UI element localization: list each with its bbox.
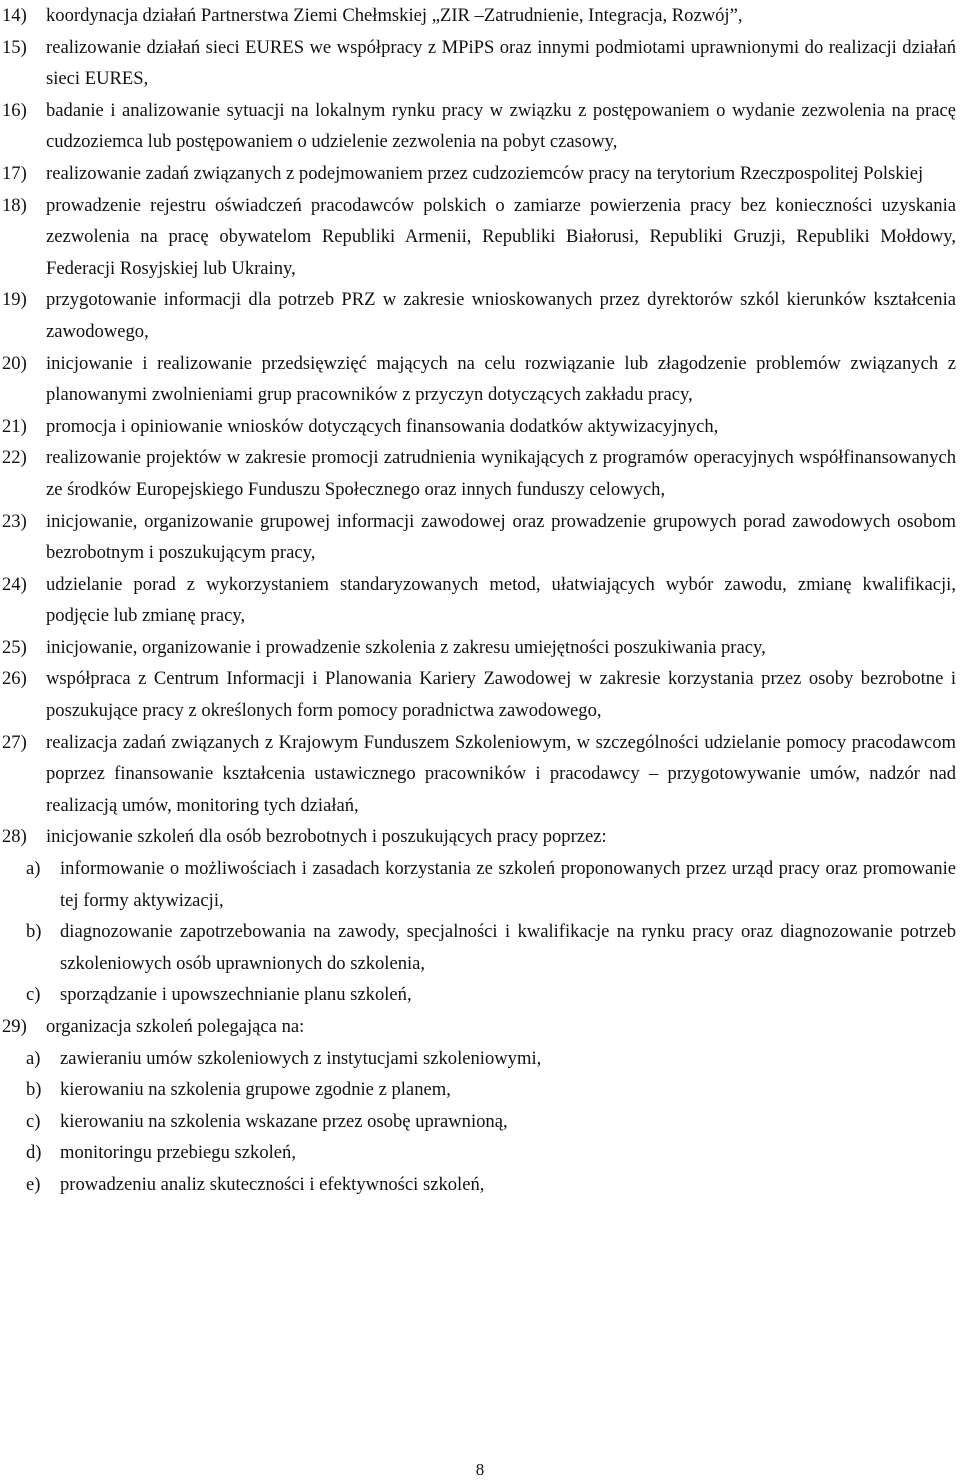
sub-item-letter: c) [26,1110,41,1132]
item-number: 27) [2,731,27,753]
item-text: prowadzenie rejestru oświadczeń pracodawców polskich o zamiarze powierzenia pracy bez konieczności uzyskania zezwolenia na pracę obywatelom Republiki Armenii, Republiki Białorusi, Republiki Gruzji, Republiki Mołdowy, Federacji Rosyjskiej lub Ukrainy, [46,194,956,279]
sub-item-letter: e) [26,1173,41,1195]
page-number: 8 [475,1460,485,1479]
sub-item-text: sporządzanie i upowszechnianie planu szkoleń, [60,984,412,1006]
sub-item-text: diagnozowanie zapotrzebowania na zawody, specjalności i kwalifikacje na rynku pracy oraz diagnozowanie potrzeb szkoleniowych osób uprawnionych do szkolenia, [60,921,956,974]
list-item [0,506,960,569]
sub-list-item [0,1074,960,1106]
item-number: 15) [2,36,27,58]
item-text: organizacja szkoleń polegająca na: [46,1016,305,1037]
list-item [0,0,960,32]
item-number: 14) [2,5,27,26]
item-text: udzielanie porad z wykorzystaniem standaryzowanych metod, ułatwiających wybór zawodu, zmianę kwalifikacji, podjęcie lub zmianę pracy, [46,573,956,627]
sub-item-letter: a) [26,1047,41,1069]
item-text: inicjowanie szkoleń dla osób bezrobotnych i poszukujących pracy poprzez: [46,826,607,848]
list-item [0,663,960,726]
list-item [0,411,960,443]
item-text: realizowanie zadań związanych z podejmowaniem przez cudzoziemców pracy na terytorium Rzeczpospolitej Polskiej [46,162,924,184]
sub-list-item [0,979,960,1011]
list-item [0,727,960,822]
item-number: 22) [2,447,27,469]
list-item [0,1011,960,1043]
list-item [0,190,960,285]
sub-list-item [0,1169,960,1201]
sub-list-item [0,916,960,979]
item-text: badanie i analizowanie sytuacji na lokalnym rynku pracy w związku z postępowaniem o wydanie zezwolenia na pracę cudzoziemca lub postępowaniem o udzielenie zezwolenia na pobyt czasowy, [46,99,956,153]
item-number: 24) [2,573,27,595]
item-text: inicjowanie, organizowanie i prowadzenie szkolenia z zakresu umiejętności poszukiwania pracy, [46,636,766,658]
item-text: inicjowanie, organizowanie grupowej informacji zawodowej oraz prowadzenie grupowych porad zawodowych osobom bezrobotnym i poszukującym pracy, [46,510,956,564]
list-item [0,158,960,190]
item-number: 28) [2,826,27,848]
item-text: realizowanie projektów w zakresie promocji zatrudnienia wynikających z programów operacyjnych współfinansowanych ze środków Europejskiego Funduszu Społecznego oraz innych funduszy celowych, [46,447,956,500]
sub-item-text: kierowaniu na szkolenia grupowe zgodnie z planem, [60,1079,451,1101]
list-item [0,348,960,411]
item-text: przygotowanie informacji dla potrzeb PRZ w zakresie wnioskowanych przez dyrektorów szkól kierunków kształcenia zawodowego, [46,289,956,342]
item-number: 16) [2,99,27,121]
item-text: promocja i opiniowanie wniosków dotyczących finansowania dodatków aktywizacyjnych, [46,415,719,437]
sub-item-letter: b) [26,1079,42,1101]
sub-item-text: zawieraniu umów szkoleniowych z instytucjami szkoleniowymi, [60,1047,542,1069]
sub-list-item [0,1106,960,1138]
sub-list-item [0,1043,960,1075]
item-text: współpraca z Centrum Informacji i Planowania Kariery Zawodowej w zakresie korzystania przez osoby bezrobotne i poszukujące pracy z określonych form pomocy poradnictwa zawodowego, [46,668,956,722]
sub-item-letter: a) [26,858,41,880]
sub-item-text: monitoringu przebiegu szkoleń, [60,1142,296,1164]
sub-item-letter: d) [26,1142,42,1164]
list-item [0,569,960,632]
item-text: koordynacja działań Partnerstwa Ziemi Chełmskiej „ZIR –Zatrudnienie, Integracja, Rozwój”, [46,5,743,26]
item-number: 26) [2,668,27,690]
sub-list-item [0,853,960,916]
item-text: realizowanie działań sieci EURES we współpracy z MPiPS oraz innymi podmiotami uprawnionymi do realizacji działań sieci EURES, [46,36,956,90]
sub-item-text: informowanie o możliwościach i zasadach korzystania ze szkoleń proponowanych przez urząd pracy oraz promowanie tej formy aktywizacji, [60,858,956,911]
sub-item-text: kierowaniu na szkolenia wskazane przez osobę uprawnioną, [60,1110,508,1132]
list-item [0,821,960,853]
list-item [0,32,960,95]
list-item [0,284,960,347]
list-item [0,95,960,158]
item-number: 23) [2,510,27,532]
item-text: inicjowanie i realizowanie przedsięwzięć mających na celu rozwiązanie lub złagodzenie problemów związanych z planowanymi zwolnieniami grup pracowników z przyczyn dotyczących zakładu pracy, [46,352,956,406]
sub-item-letter: c) [26,984,41,1006]
sub-item-letter: b) [26,921,42,943]
item-text: realizacja zadań związanych z Krajowym Funduszem Szkoleniowym, w szczególności udzielanie pomocy pracodawcom poprzez finansowanie kształcenia ustawicznego pracowników i pracodawcy – przygotowywanie umów, nadzór nad realizacją umów, monitoring tych działań, [46,731,956,816]
sub-list-item [0,1137,960,1169]
item-number: 18) [2,194,27,216]
item-number: 20) [2,352,27,374]
item-number: 25) [2,636,27,658]
item-number: 21) [2,415,27,437]
list-item [0,442,960,505]
item-number: 17) [2,162,27,184]
item-number: 19) [2,289,27,311]
item-number: 29) [2,1016,27,1037]
sub-item-text: prowadzeniu analiz skuteczności i efektywności szkoleń, [60,1173,485,1195]
list-item [0,632,960,664]
